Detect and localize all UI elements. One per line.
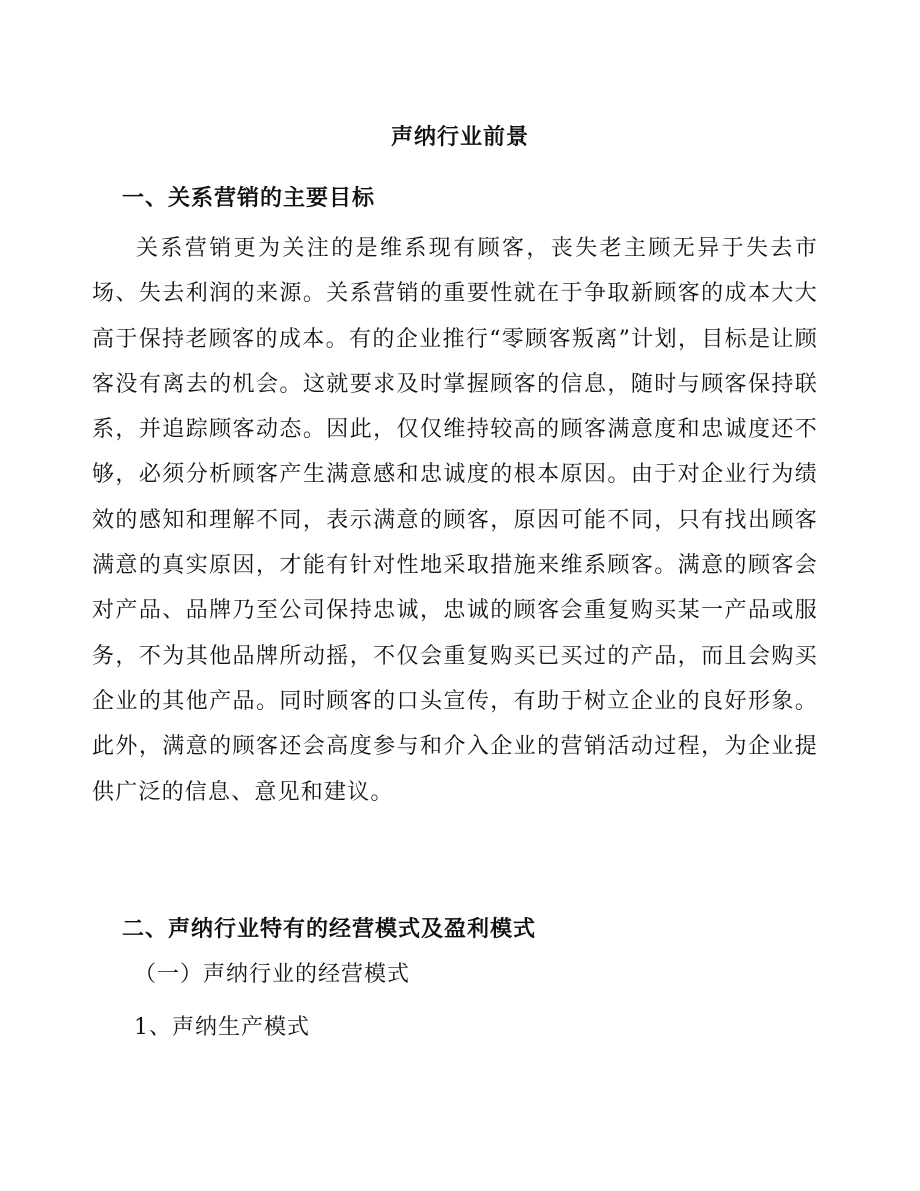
section-heading-business-model: 二、声纳行业特有的经营模式及盈利模式 (122, 916, 537, 942)
document-title: 声纳行业前景 (390, 124, 529, 150)
section-heading-relationship-marketing: 一、关系营销的主要目标 (122, 185, 376, 211)
body-paragraph: 关系营销更为关注的是维系现有顾客，丧失老主顾无异于失去市场、失去利润的来源。关系营销的重要性就在于争取新顾客的成本大大高于保持老顾客的成本。有的企业推行“零顾客叛离”计划，目标是让顾客没有离去的机会。这就要求及时掌握顾客的信息，随时与顾客保持联系，并追踪顾客动态。因此，仅仅维持较高的顾客满意度和忠诚度还不够，必须分析顾客产生满意感和忠诚度的根本原因。由于对企业行为绩效的感知和理解不同，表示满意的顾客，原因可能不同，只有找出顾客满意的真实原因，才能有针对性地采取措施来维系顾客。满意的顾客会对产品、品牌乃至公司保持忠诚，忠诚的顾客会重复购买某一产品或服务，不为其他品牌所动摇，不仅会重复购买已买过的产品，而且会购买企业的其他产品。同时顾客的口头宣传，有助于树立企业的良好形象。此外，满意的顾客还会高度参与和介入企业的营销活动过程，为企业提供广泛的信息、意见和建议。 (92, 236, 818, 805)
item-heading-production-model: 1、声纳生产模式 (134, 1015, 310, 1040)
subsection-heading-operation-model: （一）声纳行业的经营模式 (134, 962, 411, 987)
